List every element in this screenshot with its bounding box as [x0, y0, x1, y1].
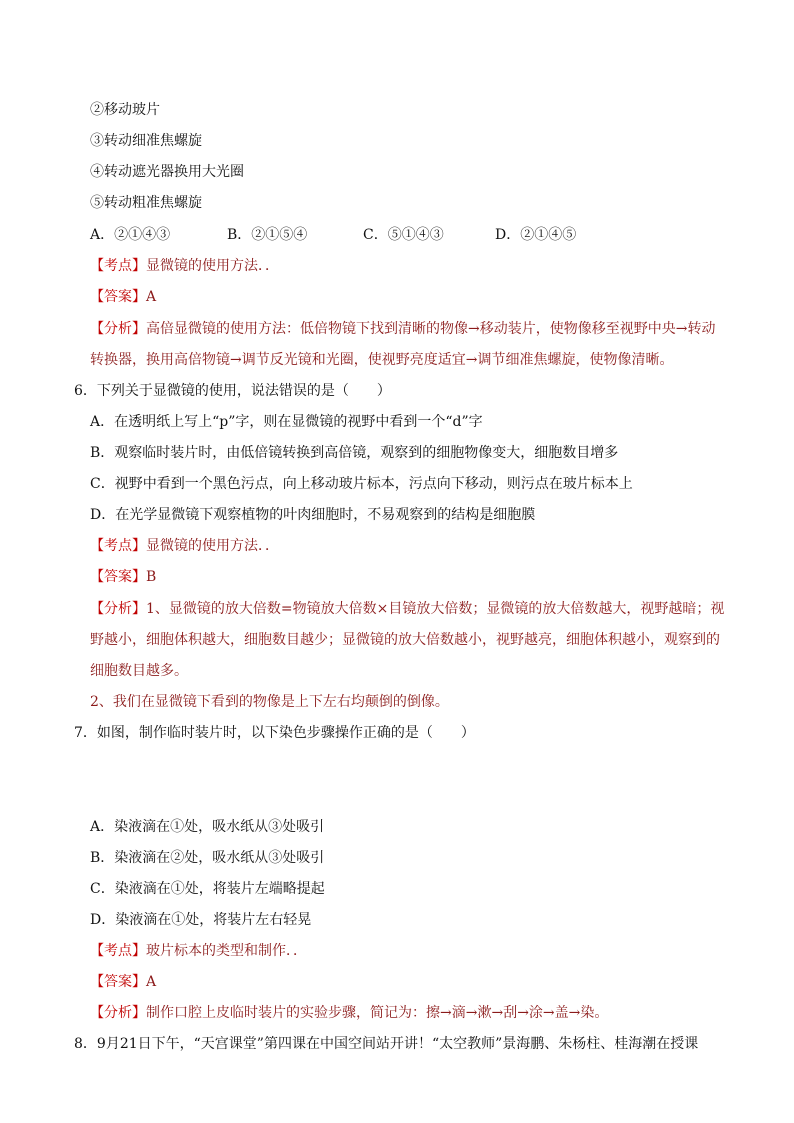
q6-answer — [90, 567, 156, 587]
q5-point-tag: 【考点】 — [90, 258, 146, 274]
q7-stem: 7．如图，制作临时装片时，以下染色步骤操作正确的是（ ） — [74, 725, 475, 741]
q6-point — [90, 536, 279, 556]
q7-option-c: C．染液滴在①处，将装片左端略提起 — [90, 881, 325, 897]
q6-analysis-line-3: 细胞数目越多。 — [90, 663, 188, 679]
q7-analysis — [90, 1003, 608, 1023]
q6-option-a: A．在透明纸上写上“p”字，则在显微镜的视野中看到一个“d”字 — [90, 414, 483, 430]
q5-option-a: A．②①④③ — [90, 227, 171, 243]
q5-answer-tag: 【答案】 — [90, 289, 146, 305]
q5-point-text: 显微镜的使用方法．． — [146, 258, 279, 274]
q5-step-3: ③转动细准焦螺旋 — [90, 133, 202, 149]
q5-step-2: ②移动玻片 — [90, 102, 160, 118]
q7-point-text: 玻片标本的类型和制作．． — [146, 943, 307, 959]
q7-analysis-text: 制作口腔上皮临时装片的实验步骤，简记为：擦→滴→漱→刮→涂→盖→染。 — [146, 1005, 609, 1021]
q5-option-c: C．⑤①④③ — [363, 227, 444, 243]
q7-answer — [90, 972, 156, 992]
q6-analysis-line-4: 2、我们在显微镜下看到的物像是上下左右均颠倒的倒像。 — [90, 694, 449, 710]
q5-analysis-tag: 【分析】 — [90, 321, 146, 337]
q7-analysis-tag: 【分析】 — [90, 1005, 146, 1021]
q5-step-4: ④转动遮光器换用大光圈 — [90, 164, 244, 180]
q5-option-d: D．②①④⑤ — [495, 227, 577, 243]
q7-answer-text: A — [146, 974, 157, 990]
q7-option-d: D．染液滴在①处，将装片左右轻晃 — [90, 912, 312, 928]
q6-answer-text: B — [146, 569, 157, 585]
q5-analysis-line-2: 转换器，换用高倍物镜→调节反光镜和光圈，使视野亮度适宜→调节细准焦螺旋，使物像清晰。 — [90, 352, 674, 368]
q6-stem: 6．下列关于显微镜的使用，说法错误的是（ ） — [74, 383, 391, 399]
q7-point — [90, 941, 307, 961]
q7-point-tag: 【考点】 — [90, 943, 146, 959]
q6-option-b: B．观察临时装片时，由低倍镜转换到高倍镜，观察到的细胞物像变大，细胞数目增多 — [90, 445, 619, 461]
q7-option-b: B．染液滴在②处，吸水纸从③处吸引 — [90, 850, 325, 866]
q6-analysis-line-1 — [90, 599, 724, 619]
q5-analysis-line-1 — [90, 319, 715, 339]
q6-analysis-tag: 【分析】 — [90, 601, 146, 617]
q8-stem: 8．9月21日下午，“天宫课堂”第四课在中国空间站开讲！“太空教师”景海鹏、朱杨柱、桂海潮在授课 — [74, 1036, 699, 1052]
q6-analysis-line-2: 野越小，细胞体积越大，细胞数目越少；显微镜的放大倍数越小，视野越亮，细胞体积越小，观察到的 — [90, 632, 720, 648]
q6-option-d: D．在光学显微镜下观察植物的叶肉细胞时，不易观察到的结构是细胞膜 — [90, 507, 536, 523]
q6-analysis-text-1: 1、显微镜的放大倍数=物镜放大倍数×目镜放大倍数；显微镜的放大倍数越大，视野越暗；视 — [146, 601, 725, 617]
q5-analysis-text-1: 高倍显微镜的使用方法：低倍物镜下找到清晰的物像→移动装片，使物像移至视野中央→转动 — [146, 321, 716, 337]
q6-point-text: 显微镜的使用方法．． — [146, 538, 279, 554]
q5-step-5: ⑤转动粗准焦螺旋 — [90, 195, 202, 211]
q7-option-a: A．染液滴在①处，吸水纸从③处吸引 — [90, 819, 325, 835]
q5-option-b: B．②①⑤④ — [227, 227, 308, 243]
q5-point — [90, 256, 279, 276]
q6-point-tag: 【考点】 — [90, 538, 146, 554]
q6-option-c: C．视野中看到一个黑色污点，向上移动玻片标本，污点向下移动，则污点在玻片标本上 — [90, 476, 633, 492]
q5-answer-text: A — [146, 289, 157, 305]
q7-answer-tag: 【答案】 — [90, 974, 146, 990]
q5-answer — [90, 287, 156, 307]
q6-answer-tag: 【答案】 — [90, 569, 146, 585]
